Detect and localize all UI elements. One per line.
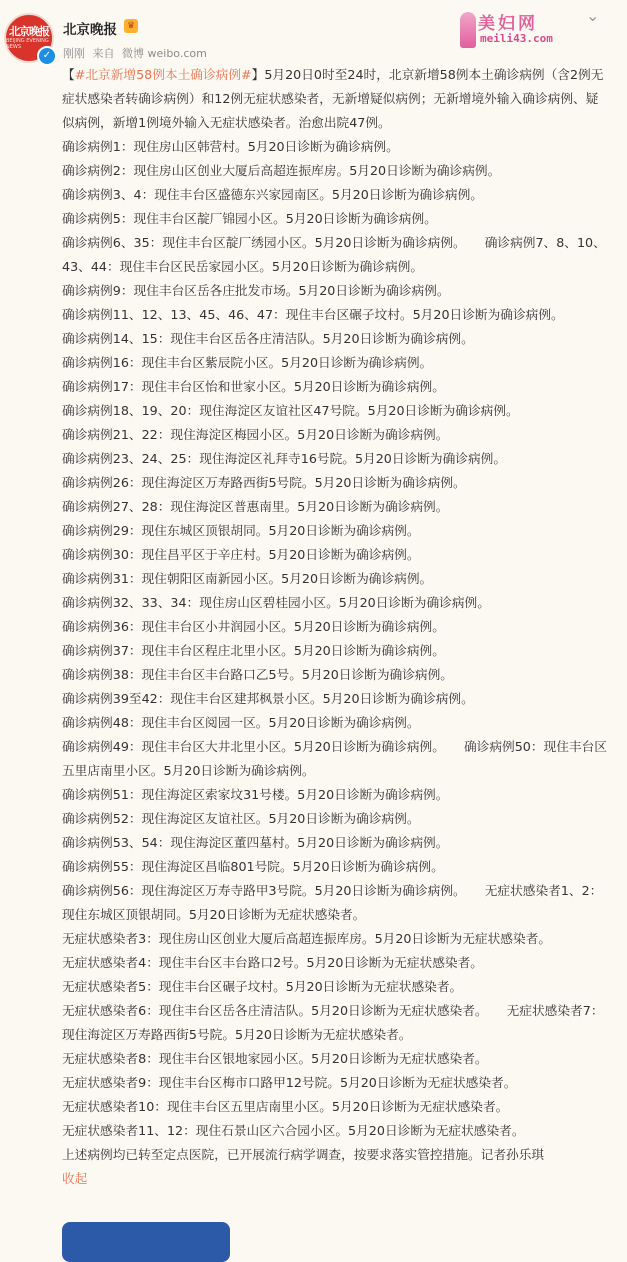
hashtag-link[interactable]: #北京新增58例本土确诊病例# — [74, 67, 252, 82]
case-line: 确诊病例17：现住丰台区怡和世家小区。5月20日诊断为确诊病例。 — [62, 379, 445, 394]
case-line: 确诊病例38：现住丰台区丰台路口乙5号。5月20日诊断为确诊病例。 — [62, 667, 453, 682]
case-line: 确诊病例37：现住丰台区程庄北里小区。5月20日诊断为确诊病例。 — [62, 643, 445, 658]
post-source-prefix: 来自 — [92, 47, 115, 60]
post-body — [62, 63, 608, 1191]
case-line: 确诊病例36：现住丰台区小井润园小区。5月20日诊断为确诊病例。 — [62, 619, 445, 634]
collapse-row — [62, 1167, 608, 1191]
case-line: 确诊病例14、15：现住丰台区岳各庄清洁队。5月20日诊断为确诊病例。 — [62, 331, 474, 346]
case-line: 确诊病例55：现住海淀区昌临801号院。5月20日诊断为确诊病例。 — [62, 859, 444, 874]
case-line: 无症状感染者10：现住丰台区五里店南里小区。5月20日诊断为无症状感染者。 — [62, 1099, 509, 1114]
case-line: 确诊病例26：现住海淀区万寿路西街5号院。5月20日诊断为确诊病例。 — [62, 475, 466, 490]
case-line: 确诊病例39至42：现住丰台区建邦枫景小区。5月20日诊断为确诊病例。 — [62, 691, 474, 706]
site-watermark — [458, 10, 598, 50]
post-intro-text: 5月20日0时至24时，北京新增58例本土确诊病例（含2例无症状感染者转确诊病例）和12例无症状感染者，无新增疑似病例；无新增境外输入确诊病例、疑似病例，新增1例境外输入无症状感染者。治愈出院47例。 — [62, 67, 604, 130]
case-line: 确诊病例53、54：现住海淀区董四墓村。5月20日诊断为确诊病例。 — [62, 835, 449, 850]
case-line: 确诊病例1：现住房山区韩营村。5月20日诊断为确诊病例。 — [62, 139, 399, 154]
case-line: 确诊病例9：现住丰台区岳各庄批发市场。5月20日诊断为确诊病例。 — [62, 283, 450, 298]
case-line: 确诊病例48：现住丰台区阅园一区。5月20日诊断为确诊病例。 — [62, 715, 420, 730]
case-line: 确诊病例18、19、20：现住海淀区友谊社区47号院。5月20日诊断为确诊病例。 — [62, 403, 519, 418]
case-line: 确诊病例51：现住海淀区索家坟31号楼。5月20日诊断为确诊病例。 — [62, 787, 449, 802]
share-button[interactable] — [62, 1222, 230, 1262]
collapse-link[interactable]: 收起 — [62, 1171, 88, 1186]
case-line: 上述病例均已转至定点医院，已开展流行病学调查，按要求落实管控措施。记者孙乐琪 — [62, 1147, 545, 1162]
post-header — [0, 0, 627, 64]
verified-v-icon: ✓ — [37, 46, 57, 66]
watermark-title: 美妇网 — [478, 14, 538, 34]
post-source: 微博 weibo.com — [122, 47, 207, 60]
case-line: 无症状感染者11、12：现住石景山区六合园小区。5月20日诊断为无症状感染者。 — [62, 1123, 525, 1138]
case-line: 无症状感染者9：现住丰台区梅市口路甲12号院。5月20日诊断为无症状感染者。 — [62, 1075, 517, 1090]
case-line: 确诊病例5：现住丰台区靛厂锦园小区。5月20日诊断为确诊病例。 — [62, 211, 437, 226]
case-line: 确诊病例29：现住东城区顶银胡同。5月20日诊断为确诊病例。 — [62, 523, 420, 538]
watermark-url: meili43.com — [480, 32, 553, 45]
chevron-down-icon[interactable]: ⌄ — [586, 6, 600, 25]
case-line: 无症状感染者8：现住丰台区银地家园小区。5月20日诊断为无症状感染者。 — [62, 1051, 488, 1066]
case-line: 确诊病例56：现住海淀区万寿寺路甲3号院。5月20日诊断为确诊病例。 无症状感染者1、2：现住东城区顶银胡同。5月20日诊断为无症状感染者。 — [62, 883, 603, 922]
case-line: 确诊病例32、33、34：现住房山区碧桂园小区。5月20日诊断为确诊病例。 — [62, 595, 490, 610]
case-line: 无症状感染者5：现住丰台区碾子坟村。5月20日诊断为无症状感染者。 — [62, 979, 463, 994]
case-line: 无症状感染者6：现住丰台区岳各庄清洁队。5月20日诊断为无症状感染者。 无症状感染者7：现住海淀区万寿路西街5号院。5月20日诊断为无症状感染者。 — [62, 1003, 604, 1042]
topic-open-bracket: 【 — [62, 67, 75, 82]
case-line: 确诊病例30：现住昌平区于辛庄村。5月20日诊断为确诊病例。 — [62, 547, 420, 562]
case-line: 确诊病例6、35：现住丰台区靛厂绣园小区。5月20日诊断为确诊病例。 确诊病例7、8、10、43、44：现住丰台区民岳家园小区。5月20日诊断为确诊病例。 — [62, 235, 606, 274]
case-line: 无症状感染者4：现住丰台区丰台路口2号。5月20日诊断为无症状感染者。 — [62, 955, 483, 970]
woman-figure-icon — [460, 12, 476, 48]
case-line: 确诊病例11、12、13、45、46、47：现住丰台区碾子坟村。5月20日诊断为确诊病例。 — [62, 307, 564, 322]
post-time: 刚刚 — [63, 47, 85, 60]
case-line: 确诊病例49：现住丰台区大井北里小区。5月20日诊断为确诊病例。 确诊病例50：现住丰台区五里店南里小区。5月20日诊断为确诊病例。 — [62, 739, 607, 778]
avatar-logo-text: 北京晚报 — [9, 25, 49, 38]
topic-close-bracket: 】 — [251, 67, 265, 82]
case-line: 确诊病例16：现住丰台区紫辰院小区。5月20日诊断为确诊病例。 — [62, 355, 433, 370]
case-line: 确诊病例21、22：现住海淀区梅园小区。5月20日诊断为确诊病例。 — [62, 427, 449, 442]
post-intro — [62, 63, 608, 135]
case-line: 确诊病例27、28：现住海淀区普惠南里。5月20日诊断为确诊病例。 — [62, 499, 449, 514]
case-line: 确诊病例31：现住朝阳区南新园小区。5月20日诊断为确诊病例。 — [62, 571, 433, 586]
case-line: 确诊病例2：现住房山区创业大厦后高超连振库房。5月20日诊断为确诊病例。 — [62, 163, 501, 178]
case-line: 确诊病例23、24、25：现住海淀区礼拜寺16号院。5月20日诊断为确诊病例。 — [62, 451, 507, 466]
case-line: 无症状感染者3：现住房山区创业大厦后高超连振库房。5月20日诊断为无症状感染者。 — [62, 931, 552, 946]
post-meta — [63, 45, 211, 61]
vip-crown-icon[interactable]: ♛ — [124, 19, 138, 33]
avatar-logo-subtitle: BEIJING EVENING NEWS — [6, 38, 49, 50]
case-line: 确诊病例3、4：现住丰台区盛德东兴家园南区。5月20日诊断为确诊病例。 — [62, 187, 483, 202]
case-line: 确诊病例52：现住海淀区友谊社区。5月20日诊断为确诊病例。 — [62, 811, 420, 826]
username[interactable]: 北京晚报 — [63, 22, 117, 38]
case-list — [62, 135, 608, 1167]
